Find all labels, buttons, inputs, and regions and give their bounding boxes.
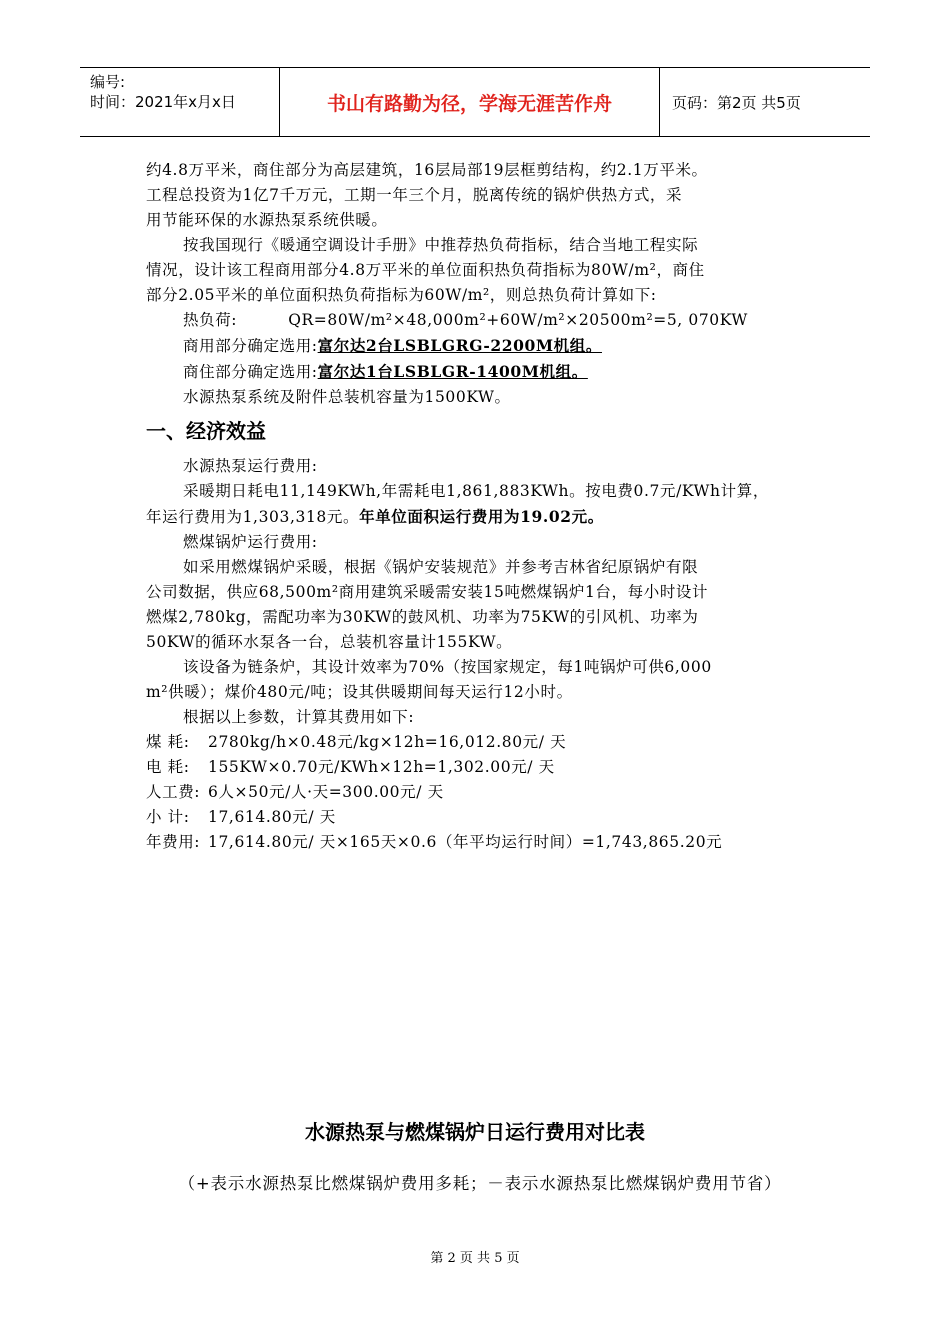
calc-row <box>146 830 811 855</box>
paragraph-line: 燃煤锅炉运行费用: <box>183 533 318 551</box>
calc-value: 6人×50元/人·天=300.00元/ 天 <box>208 783 444 801</box>
calc-value: 17,614.80元/ 天×165天×0.6（年平均运行时间）=1,743,865.20元 <box>208 833 723 851</box>
calc-value: 2780kg/h×0.48元/kg×12h=16,012.80元/ 天 <box>208 733 567 751</box>
calc-value: 155KW×0.70元/KWh×12h=1,302.00元/ 天 <box>208 758 555 776</box>
paragraph-line: 水源热泵运行费用: <box>183 457 318 475</box>
doc-code-label: 编号: <box>90 73 126 91</box>
doc-date-label: 时间：2021年x月x日 <box>90 93 236 111</box>
paragraph-line: 水源热泵系统及附件总装机容量为1500KW。 <box>183 388 511 406</box>
residential-selection <box>146 359 811 385</box>
page-header <box>80 67 870 137</box>
page-footer: 第 2 页 共 5 页 <box>430 1251 520 1266</box>
calc-row <box>146 730 811 755</box>
calc-row <box>146 755 811 780</box>
commercial-selection <box>146 333 811 359</box>
header-meta <box>80 68 280 136</box>
paragraph-line: 如采用燃煤锅炉采暖，根据《锅炉安装规范》并参考吉林省纪原锅炉有限 <box>183 558 699 576</box>
paragraph-line <box>146 504 811 530</box>
paragraph-line: 燃煤2,780kg，需配功率为30KW的鼓风机、功率为75KW的引风机、功率为 <box>146 608 699 626</box>
paragraph-line: 该设备为链条炉，其设计效率为70%（按国家规定，每1吨锅炉可供6,000 <box>183 658 712 676</box>
calc-label: 煤 耗: <box>146 733 190 751</box>
paragraph-line: 约4.8万平米，商住部分为高层建筑，16层局部19层框剪结构，约2.1万平米。 <box>146 161 708 179</box>
paragraph-line: 部分2.05平米的单位面积热负荷指标为60W/m²，则总热负荷计算如下: <box>146 286 657 304</box>
paragraph-line: 情况，设计该工程商用部分4.8万平米的单位面积热负荷指标为80W/m²，商住 <box>146 261 705 279</box>
commercial-selection-label: 商用部分确定选用: <box>183 337 318 355</box>
paragraph-line: m²供暖）；煤价480元/吨；设其供暖期间每天运行12小时。 <box>146 683 573 701</box>
calc-row <box>146 805 811 830</box>
paragraph-line: 用节能环保的水源热泵系统供暖。 <box>146 211 388 229</box>
paragraph-line: 采暖期日耗电11,149KWh,年需耗电1,861,883KWh。按电费0.7元/KWh计算， <box>183 482 769 500</box>
paragraph-line: 工程总投资为1亿7千万元，工期一年三个月，脱离传统的锅炉供热方式，采 <box>146 186 683 204</box>
paragraph-line: 按我国现行《暖通空调设计手册》中推荐热负荷指标，结合当地工程实际 <box>183 236 699 254</box>
residential-selection-label: 商住部分确定选用: <box>183 363 318 381</box>
heat-load-label: 热负荷: <box>183 311 238 329</box>
heat-load-formula <box>146 308 811 333</box>
document-body <box>146 158 811 855</box>
comparison-table-note: （+表示水源热泵比燃煤锅炉费用多耗；－表示水源热泵比燃煤锅炉费用节省） <box>178 1174 782 1193</box>
paragraph-line: 公司数据，供应68,500m²商用建筑采暖需安装15吨燃煤锅炉1台，每小时设计 <box>146 583 709 601</box>
calc-label: 年费用: <box>146 833 201 851</box>
heat-load-value: QR=80W/m²×48,000m²+60W/m²×20500m²=5, 070KW <box>288 311 748 329</box>
paragraph-line: 根据以上参数，计算其费用如下: <box>183 708 415 726</box>
unit-area-cost-text: 年单位面积运行费用为19.02元。 <box>359 507 604 526</box>
calc-label: 小 计: <box>146 808 190 826</box>
calc-value: 17,614.80元/ 天 <box>208 808 336 826</box>
calc-label: 电 耗: <box>146 758 190 776</box>
calc-row <box>146 780 811 805</box>
calc-label: 人工费: <box>146 783 201 801</box>
section-heading: 一、经济效益 <box>146 419 266 443</box>
residential-selection-value: 富尔达1台LSBLGR-1400M机组。 <box>317 362 588 381</box>
comparison-table-title: 水源热泵与燃煤锅炉日运行费用对比表 <box>305 1120 645 1144</box>
header-motto: 书山有路勤为径，学海无涯苦作舟 <box>280 68 660 136</box>
commercial-selection-value: 富尔达2台LSBLGRG-2200M机组。 <box>317 336 602 355</box>
header-page-number: 页码：第2页 共5页 <box>672 93 801 112</box>
annual-cost-text: 年运行费用为1,303,318元。 <box>146 508 360 526</box>
paragraph-line: 50KW的循环水泵各一台，总装机容量计155KW。 <box>146 633 513 651</box>
